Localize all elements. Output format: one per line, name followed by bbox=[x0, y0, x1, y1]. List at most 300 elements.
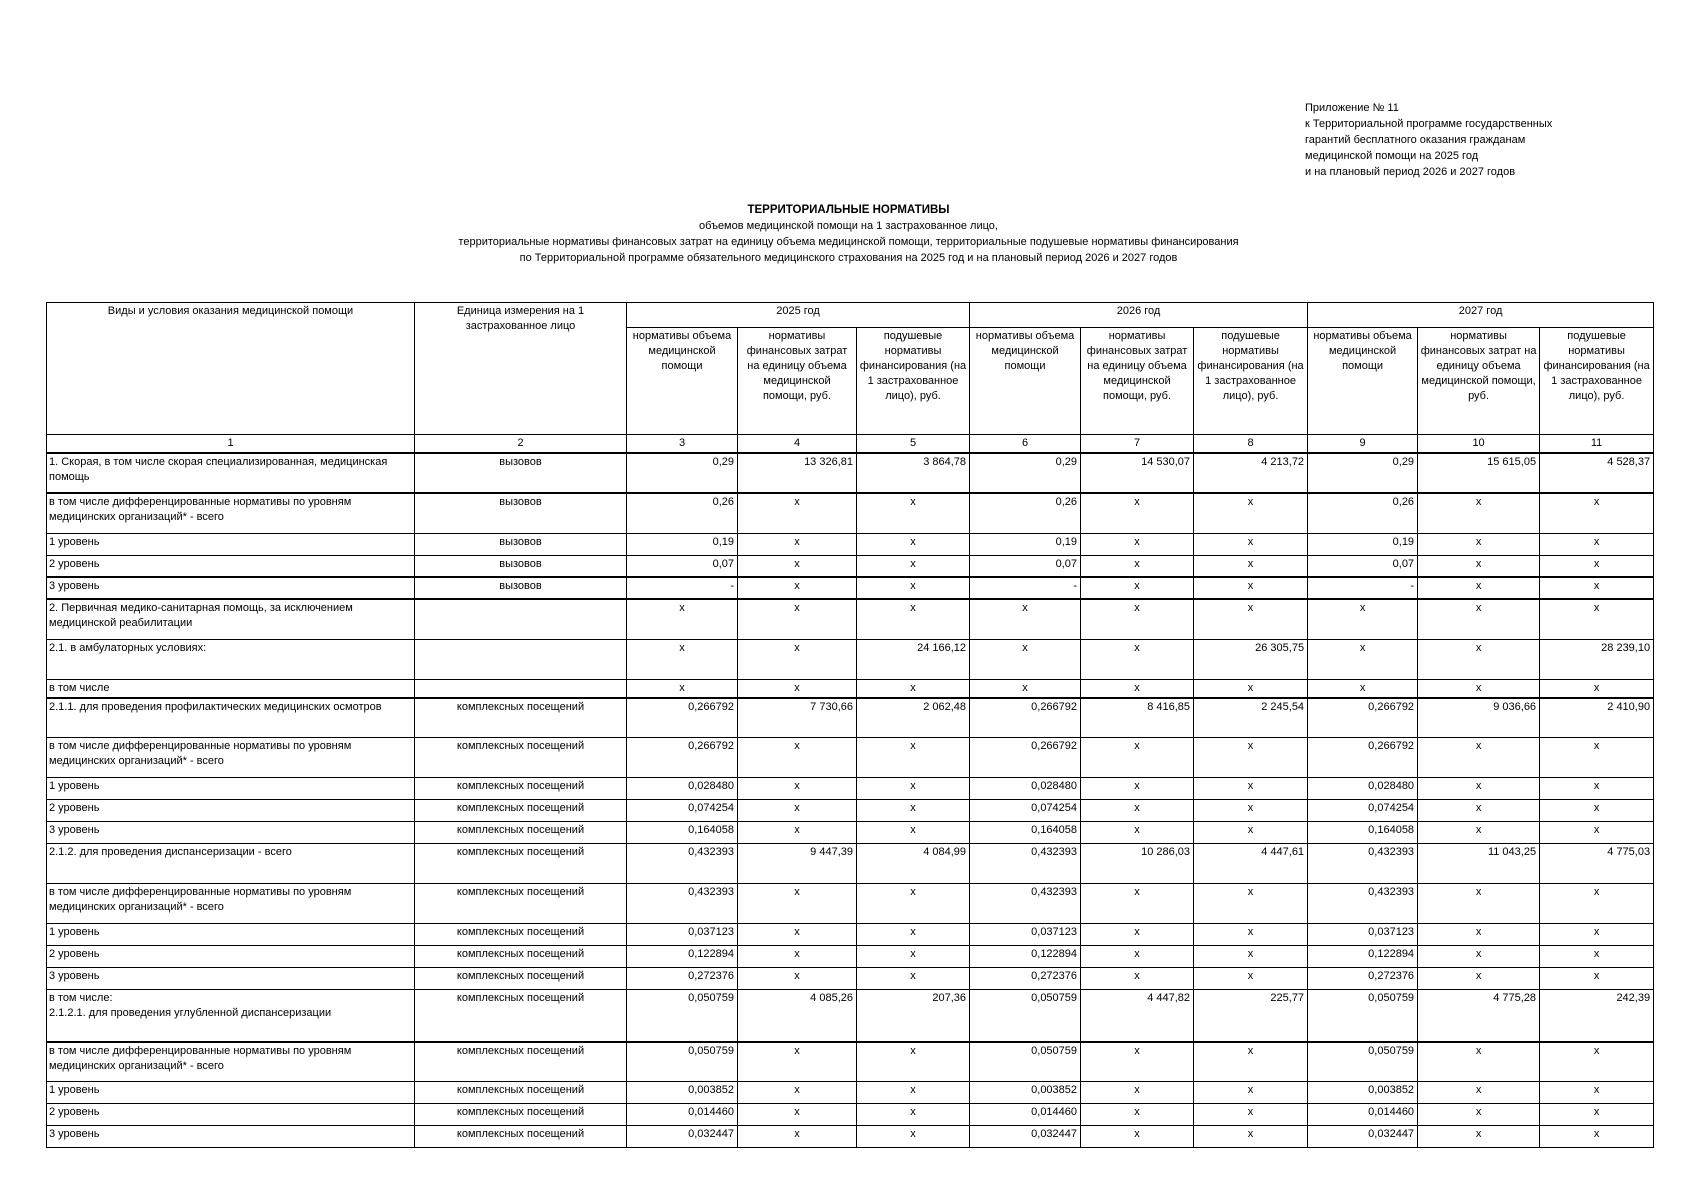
row-value-cell: х bbox=[857, 1042, 970, 1082]
row-value-cell: 0,032447 bbox=[970, 1126, 1081, 1148]
row-value-cell: х bbox=[1081, 639, 1194, 679]
row-value-cell: х bbox=[1194, 778, 1308, 800]
row-value-cell: х bbox=[1081, 822, 1194, 844]
row-unit-cell: комплексных посещений bbox=[415, 968, 627, 990]
row-value-cell: х bbox=[1081, 968, 1194, 990]
document-subtitle-line: территориальные нормативы финансовых затрат на единицу объема медицинской помощи, территориальные подушевые нормативы финансирования bbox=[458, 236, 1239, 248]
row-name-cell: в том числе bbox=[47, 679, 415, 698]
table-row bbox=[47, 1126, 1654, 1148]
header-cost-2027: нормативы финансовых затрат на единицу объема медицинской помощи, руб. bbox=[1418, 328, 1540, 435]
header-cost-2026: нормативы финансовых затрат на единицу объема медицинской помощи, руб. bbox=[1081, 328, 1194, 435]
row-value-cell: х bbox=[1081, 800, 1194, 822]
row-value-cell: 0,19 bbox=[970, 533, 1081, 555]
row-value-cell: 0,074254 bbox=[970, 800, 1081, 822]
row-value-cell: - bbox=[627, 577, 738, 599]
header-cost-2025: нормативы финансовых затрат на единицу объема медицинской помощи, руб. bbox=[738, 328, 857, 435]
row-value-cell: х bbox=[857, 822, 970, 844]
row-value-cell: х bbox=[1308, 679, 1418, 698]
row-value-cell: х bbox=[1194, 884, 1308, 924]
row-value-cell: 0,432393 bbox=[1308, 884, 1418, 924]
row-value-cell: х bbox=[857, 924, 970, 946]
row-value-cell: 0,07 bbox=[970, 555, 1081, 577]
column-number: 7 bbox=[1081, 435, 1194, 454]
row-value-cell: х bbox=[970, 599, 1081, 639]
row-value-cell: х bbox=[1418, 533, 1540, 555]
row-name-cell: в том числе дифференцированные нормативы по уровням медицинских организаций* - всего bbox=[47, 1042, 415, 1082]
table-row bbox=[47, 577, 1654, 599]
row-value-cell: 0,014460 bbox=[627, 1104, 738, 1126]
row-value-cell: х bbox=[627, 639, 738, 679]
row-value-cell: х bbox=[1194, 924, 1308, 946]
row-value-cell: х bbox=[1418, 599, 1540, 639]
table-row bbox=[47, 968, 1654, 990]
row-value-cell: х bbox=[857, 884, 970, 924]
row-value-cell: х bbox=[1194, 599, 1308, 639]
row-unit-cell: вызовов bbox=[415, 533, 627, 555]
row-value-cell: 0,050759 bbox=[627, 1042, 738, 1082]
row-value-cell: х bbox=[1540, 778, 1654, 800]
row-value-cell: 0,266792 bbox=[970, 698, 1081, 738]
row-value-cell: х bbox=[1418, 577, 1540, 599]
row-value-cell: х bbox=[627, 679, 738, 698]
row-value-cell: 11 043,25 bbox=[1418, 844, 1540, 884]
row-value-cell: х bbox=[1081, 738, 1194, 778]
row-value-cell: х bbox=[1081, 1126, 1194, 1148]
row-unit-cell: комплексных посещений bbox=[415, 1082, 627, 1104]
column-number: 3 bbox=[627, 435, 738, 454]
row-value-cell: 0,014460 bbox=[1308, 1104, 1418, 1126]
row-value-cell: х bbox=[857, 533, 970, 555]
row-value-cell: х bbox=[857, 679, 970, 698]
row-value-cell: х bbox=[1540, 884, 1654, 924]
row-value-cell: х bbox=[1194, 968, 1308, 990]
row-value-cell: х bbox=[1418, 555, 1540, 577]
row-value-cell: х bbox=[1418, 493, 1540, 533]
row-value-cell: 13 326,81 bbox=[738, 453, 857, 493]
row-name-cell: 1 уровень bbox=[47, 778, 415, 800]
row-value-cell: 0,074254 bbox=[1308, 800, 1418, 822]
row-value-cell: 0,164058 bbox=[1308, 822, 1418, 844]
row-value-cell: 0,29 bbox=[1308, 453, 1418, 493]
row-unit-cell: комплексных посещений bbox=[415, 778, 627, 800]
row-value-cell: 0,032447 bbox=[627, 1126, 738, 1148]
column-number: 9 bbox=[1308, 435, 1418, 454]
row-value-cell: х bbox=[1081, 577, 1194, 599]
row-name-cell: в том числе дифференцированные нормативы по уровням медицинских организаций* - всего bbox=[47, 493, 415, 533]
row-value-cell: х bbox=[1081, 555, 1194, 577]
row-value-cell: 14 530,07 bbox=[1081, 453, 1194, 493]
row-value-cell: 0,050759 bbox=[970, 990, 1081, 1042]
document-title-block bbox=[0, 202, 1697, 266]
table-row bbox=[47, 639, 1654, 679]
row-name-cell: 2.1. в амбулаторных условиях: bbox=[47, 639, 415, 679]
row-value-cell: 225,77 bbox=[1194, 990, 1308, 1042]
row-value-cell: 0,028480 bbox=[970, 778, 1081, 800]
row-value-cell: х bbox=[857, 946, 970, 968]
appendix-line: к Территориальной программе государственных bbox=[1305, 118, 1553, 130]
table-row bbox=[47, 924, 1654, 946]
row-value-cell: х bbox=[1418, 884, 1540, 924]
row-value-cell: 0,272376 bbox=[970, 968, 1081, 990]
row-unit-cell: вызовов bbox=[415, 493, 627, 533]
row-value-cell: х bbox=[1308, 639, 1418, 679]
row-name-cell: 2 уровень bbox=[47, 1104, 415, 1126]
row-value-cell: 8 416,85 bbox=[1081, 698, 1194, 738]
row-unit-cell: комплексных посещений bbox=[415, 1126, 627, 1148]
row-value-cell: 26 305,75 bbox=[1194, 639, 1308, 679]
row-unit-cell: вызовов bbox=[415, 453, 627, 493]
row-name-cell: 1. Скорая, в том числе скорая специализированная, медицинская помощь bbox=[47, 453, 415, 493]
row-value-cell: 0,266792 bbox=[627, 698, 738, 738]
table-row bbox=[47, 493, 1654, 533]
row-value-cell: х bbox=[1081, 599, 1194, 639]
row-value-cell: х bbox=[1418, 778, 1540, 800]
row-value-cell: 0,432393 bbox=[970, 884, 1081, 924]
row-value-cell: х bbox=[1418, 679, 1540, 698]
row-name-cell: 2 уровень bbox=[47, 946, 415, 968]
row-unit-cell: комплексных посещений bbox=[415, 1042, 627, 1082]
row-value-cell: х bbox=[738, 822, 857, 844]
row-name-cell: 2 уровень bbox=[47, 800, 415, 822]
row-value-cell: 0,432393 bbox=[627, 884, 738, 924]
row-value-cell: х bbox=[738, 738, 857, 778]
document-subtitle-line: объемов медицинской помощи на 1 застрахованное лицо, bbox=[699, 220, 998, 232]
header-year-2025: 2025 год bbox=[627, 303, 970, 328]
row-value-cell: 0,050759 bbox=[627, 990, 738, 1042]
row-value-cell: х bbox=[1540, 946, 1654, 968]
header-year-2026: 2026 год bbox=[970, 303, 1308, 328]
row-value-cell: х bbox=[1540, 1104, 1654, 1126]
row-value-cell: 0,272376 bbox=[627, 968, 738, 990]
norms-table-body bbox=[47, 453, 1654, 1148]
row-value-cell: 28 239,10 bbox=[1540, 639, 1654, 679]
column-number: 1 bbox=[47, 435, 415, 454]
row-value-cell: х bbox=[1418, 924, 1540, 946]
row-name-cell: 1 уровень bbox=[47, 924, 415, 946]
row-value-cell: х bbox=[1418, 800, 1540, 822]
row-value-cell: 0,037123 bbox=[627, 924, 738, 946]
row-value-cell: 0,266792 bbox=[1308, 698, 1418, 738]
row-unit-cell bbox=[415, 679, 627, 698]
row-value-cell: 2 245,54 bbox=[1194, 698, 1308, 738]
row-value-cell: х bbox=[738, 555, 857, 577]
row-value-cell: 2 062,48 bbox=[857, 698, 970, 738]
row-value-cell: х bbox=[738, 968, 857, 990]
row-value-cell: х bbox=[1308, 599, 1418, 639]
row-value-cell: 0,432393 bbox=[970, 844, 1081, 884]
row-value-cell: х bbox=[738, 577, 857, 599]
row-value-cell: х bbox=[857, 577, 970, 599]
row-value-cell: 0,07 bbox=[627, 555, 738, 577]
row-value-cell: х bbox=[1081, 778, 1194, 800]
row-value-cell: х bbox=[738, 778, 857, 800]
row-value-cell: 0,164058 bbox=[627, 822, 738, 844]
row-value-cell: х bbox=[1540, 533, 1654, 555]
row-value-cell: х bbox=[1081, 493, 1194, 533]
row-value-cell: 0,266792 bbox=[970, 738, 1081, 778]
row-unit-cell: комплексных посещений bbox=[415, 698, 627, 738]
row-name-cell: в том числе: 2.1.2.1. для проведения углубленной диспансеризации bbox=[47, 990, 415, 1042]
row-value-cell: х bbox=[738, 533, 857, 555]
row-value-cell: х bbox=[1081, 884, 1194, 924]
row-value-cell: х bbox=[970, 679, 1081, 698]
header-per-capita-2025: подушевые нормативы финансирования (на 1 застрахованное лицо), руб. bbox=[857, 328, 970, 435]
row-value-cell: х bbox=[738, 800, 857, 822]
row-value-cell: х bbox=[1194, 533, 1308, 555]
row-value-cell: - bbox=[1308, 577, 1418, 599]
row-value-cell: х bbox=[1194, 577, 1308, 599]
row-name-cell: 3 уровень bbox=[47, 1126, 415, 1148]
row-value-cell: 0,266792 bbox=[1308, 738, 1418, 778]
row-value-cell: 0,432393 bbox=[627, 844, 738, 884]
row-value-cell: х bbox=[1081, 1082, 1194, 1104]
table-row bbox=[47, 555, 1654, 577]
row-value-cell: 207,36 bbox=[857, 990, 970, 1042]
row-value-cell: 242,39 bbox=[1540, 990, 1654, 1042]
row-unit-cell: комплексных посещений bbox=[415, 946, 627, 968]
row-value-cell: 0,003852 bbox=[970, 1082, 1081, 1104]
header-per-capita-2027: подушевые нормативы финансирования (на 1 застрахованное лицо), руб. bbox=[1540, 328, 1654, 435]
row-value-cell: х bbox=[1540, 599, 1654, 639]
table-row bbox=[47, 698, 1654, 738]
row-value-cell: х bbox=[857, 599, 970, 639]
appendix-line: и на плановый период 2026 и 2027 годов bbox=[1305, 166, 1516, 178]
table-row bbox=[47, 599, 1654, 639]
row-value-cell: 0,122894 bbox=[970, 946, 1081, 968]
table-row bbox=[47, 738, 1654, 778]
row-value-cell: х bbox=[857, 1082, 970, 1104]
row-value-cell: х bbox=[1418, 822, 1540, 844]
row-value-cell: х bbox=[1081, 924, 1194, 946]
row-value-cell: х bbox=[738, 1042, 857, 1082]
row-value-cell: х bbox=[1540, 924, 1654, 946]
row-value-cell: х bbox=[738, 679, 857, 698]
row-value-cell: 0,050759 bbox=[970, 1042, 1081, 1082]
row-value-cell: х bbox=[1540, 493, 1654, 533]
row-value-cell: х bbox=[1194, 1126, 1308, 1148]
row-value-cell: х bbox=[738, 1126, 857, 1148]
row-unit-cell: комплексных посещений bbox=[415, 738, 627, 778]
row-value-cell: х bbox=[1194, 738, 1308, 778]
row-unit-cell: вызовов bbox=[415, 555, 627, 577]
row-value-cell: х bbox=[857, 555, 970, 577]
table-row bbox=[47, 1104, 1654, 1126]
table-row bbox=[47, 1042, 1654, 1082]
row-value-cell: х bbox=[738, 599, 857, 639]
row-value-cell: 0,037123 bbox=[970, 924, 1081, 946]
row-value-cell: 4 085,26 bbox=[738, 990, 857, 1042]
row-value-cell: 0,028480 bbox=[1308, 778, 1418, 800]
header-kind-of-care: Виды и условия оказания медицинской помощи bbox=[47, 303, 415, 435]
row-value-cell: х bbox=[738, 884, 857, 924]
row-value-cell: х bbox=[1540, 968, 1654, 990]
row-value-cell: х bbox=[1540, 1082, 1654, 1104]
table-row bbox=[47, 533, 1654, 555]
row-name-cell: 2. Первичная медико-санитарная помощь, за исключением медицинской реабилитации bbox=[47, 599, 415, 639]
row-name-cell: 3 уровень bbox=[47, 822, 415, 844]
row-value-cell: 0,19 bbox=[1308, 533, 1418, 555]
column-number: 8 bbox=[1194, 435, 1308, 454]
row-value-cell: х bbox=[1540, 822, 1654, 844]
row-value-cell: 4 447,82 bbox=[1081, 990, 1194, 1042]
row-unit-cell: комплексных посещений bbox=[415, 1104, 627, 1126]
row-value-cell: х bbox=[1194, 493, 1308, 533]
row-value-cell: 0,074254 bbox=[627, 800, 738, 822]
row-unit-cell: вызовов bbox=[415, 577, 627, 599]
row-value-cell: х bbox=[857, 493, 970, 533]
row-value-cell: х bbox=[1081, 1104, 1194, 1126]
row-name-cell: 2.1.1. для проведения профилактических медицинских осмотров bbox=[47, 698, 415, 738]
column-number: 10 bbox=[1418, 435, 1540, 454]
row-value-cell: 0,19 bbox=[627, 533, 738, 555]
column-number: 5 bbox=[857, 435, 970, 454]
row-name-cell: 3 уровень bbox=[47, 577, 415, 599]
row-value-cell: 4 775,03 bbox=[1540, 844, 1654, 884]
row-value-cell: 0,07 bbox=[1308, 555, 1418, 577]
row-unit-cell: комплексных посещений bbox=[415, 990, 627, 1042]
row-name-cell: 2.1.2. для проведения диспансеризации - всего bbox=[47, 844, 415, 884]
row-name-cell: 3 уровень bbox=[47, 968, 415, 990]
row-unit-cell: комплексных посещений bbox=[415, 884, 627, 924]
header-unit: Единица измерения на 1 застрахованное лицо bbox=[415, 303, 627, 435]
row-name-cell: 1 уровень bbox=[47, 1082, 415, 1104]
row-value-cell: х bbox=[857, 800, 970, 822]
row-value-cell: 0,037123 bbox=[1308, 924, 1418, 946]
table-row bbox=[47, 679, 1654, 698]
row-value-cell: х bbox=[857, 968, 970, 990]
row-value-cell: 3 864,78 bbox=[857, 453, 970, 493]
row-value-cell: х bbox=[1081, 533, 1194, 555]
row-unit-cell: комплексных посещений bbox=[415, 822, 627, 844]
row-value-cell: 10 286,03 bbox=[1081, 844, 1194, 884]
row-value-cell: х bbox=[1418, 1042, 1540, 1082]
row-unit-cell: комплексных посещений bbox=[415, 844, 627, 884]
row-value-cell: 0,050759 bbox=[1308, 990, 1418, 1042]
row-value-cell: 4 213,72 bbox=[1194, 453, 1308, 493]
column-number: 6 bbox=[970, 435, 1081, 454]
row-value-cell: х bbox=[1081, 679, 1194, 698]
row-value-cell: х bbox=[1540, 738, 1654, 778]
norms-table bbox=[46, 302, 1654, 1148]
row-value-cell: 0,032447 bbox=[1308, 1126, 1418, 1148]
row-name-cell: в том числе дифференцированные нормативы по уровням медицинских организаций* - всего bbox=[47, 884, 415, 924]
column-number: 11 bbox=[1540, 435, 1654, 454]
row-value-cell: х bbox=[1194, 946, 1308, 968]
column-number: 2 bbox=[415, 435, 627, 454]
header-per-capita-2026: подушевые нормативы финансирования (на 1 застрахованное лицо), руб. bbox=[1194, 328, 1308, 435]
table-row bbox=[47, 884, 1654, 924]
row-value-cell: 15 615,05 bbox=[1418, 453, 1540, 493]
row-value-cell: х bbox=[1081, 946, 1194, 968]
row-value-cell: 0,028480 bbox=[627, 778, 738, 800]
row-value-cell: х bbox=[1194, 822, 1308, 844]
row-value-cell: х bbox=[1194, 1082, 1308, 1104]
row-value-cell: 4 084,99 bbox=[857, 844, 970, 884]
table-row bbox=[47, 1082, 1654, 1104]
row-value-cell: х bbox=[1418, 946, 1540, 968]
appendix-line: гарантий бесплатного оказания гражданам bbox=[1305, 134, 1526, 146]
appendix-line: Приложение № 11 bbox=[1305, 102, 1399, 114]
row-value-cell: х bbox=[970, 639, 1081, 679]
table-row bbox=[47, 844, 1654, 884]
row-value-cell: 0,003852 bbox=[1308, 1082, 1418, 1104]
row-value-cell: х bbox=[1194, 1042, 1308, 1082]
row-value-cell: 0,122894 bbox=[627, 946, 738, 968]
row-name-cell: 1 уровень bbox=[47, 533, 415, 555]
row-value-cell: х bbox=[1418, 1082, 1540, 1104]
row-value-cell: х bbox=[1418, 1126, 1540, 1148]
row-value-cell: х bbox=[738, 1082, 857, 1104]
row-value-cell: х bbox=[1194, 1104, 1308, 1126]
row-value-cell: х bbox=[1540, 555, 1654, 577]
row-value-cell: х bbox=[1081, 1042, 1194, 1082]
column-number: 4 bbox=[738, 435, 857, 454]
row-value-cell: х bbox=[738, 639, 857, 679]
row-value-cell: х bbox=[738, 946, 857, 968]
table-row bbox=[47, 800, 1654, 822]
row-value-cell: х bbox=[1540, 800, 1654, 822]
row-value-cell: 7 730,66 bbox=[738, 698, 857, 738]
row-value-cell: х bbox=[1194, 555, 1308, 577]
row-value-cell: х bbox=[857, 1104, 970, 1126]
row-value-cell: 0,272376 bbox=[1308, 968, 1418, 990]
row-value-cell: 0,432393 bbox=[1308, 844, 1418, 884]
row-value-cell: 0,014460 bbox=[970, 1104, 1081, 1126]
header-volume-2025: нормативы объема медицинской помощи bbox=[627, 328, 738, 435]
row-value-cell: х bbox=[1418, 639, 1540, 679]
row-value-cell: х bbox=[738, 1104, 857, 1126]
row-value-cell: 4 528,37 bbox=[1540, 453, 1654, 493]
document-title: ТЕРРИТОРИАЛЬНЫЕ НОРМАТИВЫ bbox=[747, 204, 950, 216]
row-value-cell: 0,29 bbox=[970, 453, 1081, 493]
row-value-cell: 24 166,12 bbox=[857, 639, 970, 679]
table-row bbox=[47, 946, 1654, 968]
row-unit-cell bbox=[415, 639, 627, 679]
row-unit-cell: комплексных посещений bbox=[415, 800, 627, 822]
row-value-cell: 0,29 bbox=[627, 453, 738, 493]
row-value-cell: х bbox=[1540, 1042, 1654, 1082]
row-value-cell: 0,003852 bbox=[627, 1082, 738, 1104]
row-name-cell: 2 уровень bbox=[47, 555, 415, 577]
row-value-cell: 0,26 bbox=[627, 493, 738, 533]
header-volume-2026: нормативы объема медицинской помощи bbox=[970, 328, 1081, 435]
row-value-cell: х bbox=[1540, 1126, 1654, 1148]
row-value-cell: х bbox=[627, 599, 738, 639]
row-value-cell: 0,26 bbox=[1308, 493, 1418, 533]
row-value-cell: х bbox=[1418, 968, 1540, 990]
row-unit-cell: комплексных посещений bbox=[415, 924, 627, 946]
row-unit-cell bbox=[415, 599, 627, 639]
row-value-cell: х bbox=[1540, 577, 1654, 599]
row-value-cell: 0,164058 bbox=[970, 822, 1081, 844]
appendix-line: медицинской помощи на 2025 год bbox=[1305, 150, 1479, 162]
appendix-block bbox=[1305, 100, 1552, 180]
row-value-cell: 0,26 bbox=[970, 493, 1081, 533]
row-value-cell: х bbox=[857, 1126, 970, 1148]
table-row bbox=[47, 990, 1654, 1042]
row-value-cell: х bbox=[1418, 1104, 1540, 1126]
row-name-cell: в том числе дифференцированные нормативы по уровням медицинских организаций* - всего bbox=[47, 738, 415, 778]
row-value-cell: х bbox=[1418, 738, 1540, 778]
row-value-cell: 4 447,61 bbox=[1194, 844, 1308, 884]
row-value-cell: х bbox=[1540, 679, 1654, 698]
header-year-2027: 2027 год bbox=[1308, 303, 1654, 328]
table-row bbox=[47, 778, 1654, 800]
row-value-cell: 9 036,66 bbox=[1418, 698, 1540, 738]
row-value-cell: 4 775,28 bbox=[1418, 990, 1540, 1042]
row-value-cell: х bbox=[857, 778, 970, 800]
row-value-cell: 9 447,39 bbox=[738, 844, 857, 884]
